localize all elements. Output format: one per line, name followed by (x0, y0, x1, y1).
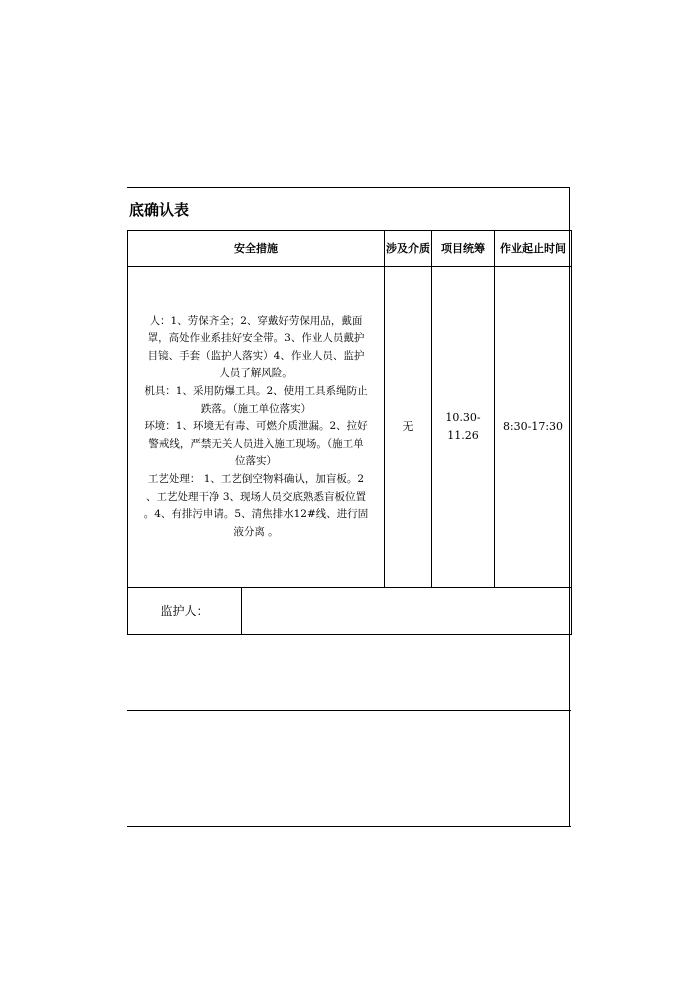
measure-line: 人员了解风险。 (219, 367, 293, 380)
header-time: 作业起止时间 (495, 231, 572, 267)
divider-line (127, 710, 571, 711)
table-row (128, 267, 572, 588)
confirmation-table (127, 230, 572, 635)
measure-line: 环境：1、环境无有毒、可燃介质泄漏。2、拉好 (144, 420, 368, 433)
media-cell: 无 (385, 267, 432, 588)
measure-line: 警戒线，严禁无关人员进入施工现场。（施工单 (148, 437, 364, 450)
guardian-row (128, 588, 572, 635)
header-coordinator: 项目统筹 (432, 231, 495, 267)
measure-line: 机具：1、采用防爆工具。2、使用工具系绳防止 (144, 385, 368, 398)
safety-measures-cell (128, 267, 385, 588)
guardian-row-inner (128, 588, 572, 634)
guardian-label: 监护人： (128, 588, 242, 634)
measure-line: 。4、有排污申请。5、清焦排水12#线、进行固 (143, 508, 369, 521)
measure-line: 人：1、劳保齐全；2、穿戴好劳保用品，戴面 (149, 314, 363, 327)
measure-line: 、工艺处理干净 3、现场人员交底熟悉盲板位置 (145, 490, 367, 503)
time-cell: 8:30-17:30 (495, 267, 572, 588)
coordinator-line: 11.26 (447, 429, 479, 442)
page-title: 底确认表 (129, 201, 190, 219)
coordinator-cell (432, 267, 495, 588)
header-media: 涉及介质 (385, 231, 432, 267)
measure-line: 液分离 。 (233, 525, 279, 538)
measure-line: 工艺处理： 1、工艺倒空物料确认，加盲板。2 (147, 472, 365, 485)
table-header-row (128, 231, 572, 267)
guardian-row-cell (128, 588, 572, 635)
bottom-line (127, 826, 571, 827)
measure-line: 罩，高处作业系挂好安全带。3、作业人员戴护 (147, 332, 365, 345)
measure-line: 跌落。（施工单位落实） (200, 402, 312, 415)
measure-line: 目镜、手套（监护人落实）4、作业人员、监护 (147, 349, 365, 362)
guardian-signature-field[interactable] (242, 588, 572, 634)
measure-line: 位落实） (235, 455, 277, 468)
coordinator-line: 10.30- (445, 411, 481, 424)
header-safety-measures: 安全措施 (128, 231, 385, 267)
